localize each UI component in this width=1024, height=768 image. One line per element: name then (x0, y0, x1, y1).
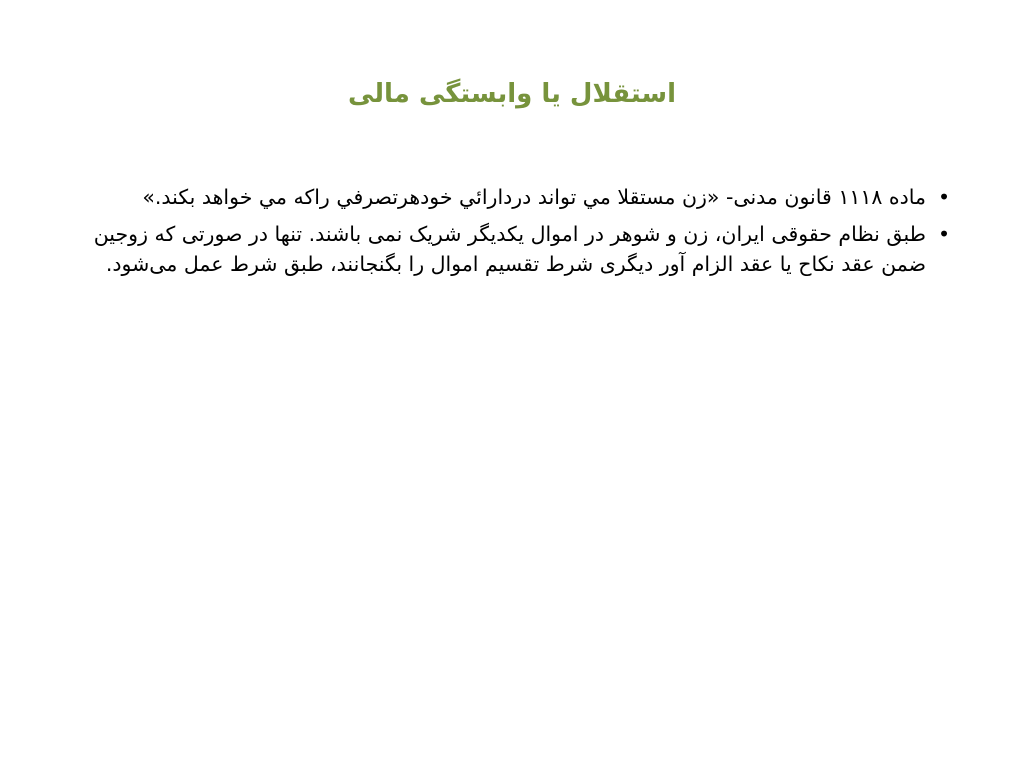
bullet-text: ماده ۱۱۱۸ قانون مدنی- «زن مستقلا مي تواند دردارائي خودهرتصرفي راكه مي خواهد بكند.» (142, 185, 926, 209)
slide-title: استقلال یا وابستگی مالی (347, 79, 677, 109)
bullet-item (84, 219, 954, 280)
bullet-icon: • (937, 185, 951, 209)
bullet-icon: • (937, 221, 951, 246)
bullet-item (84, 182, 954, 213)
bullet-text: طبق نظام حقوقی ایران، زن و شوهر در اموال یکدیگر شریک نمی باشند. تنها در صورتی که زوجین ضمن عقد نکاح یا عقد الزام آور دیگری شرط تقسیم اموال را بگنجانند، طبق شرط عمل می‌شود. (93, 221, 926, 276)
slide-content (84, 182, 954, 286)
